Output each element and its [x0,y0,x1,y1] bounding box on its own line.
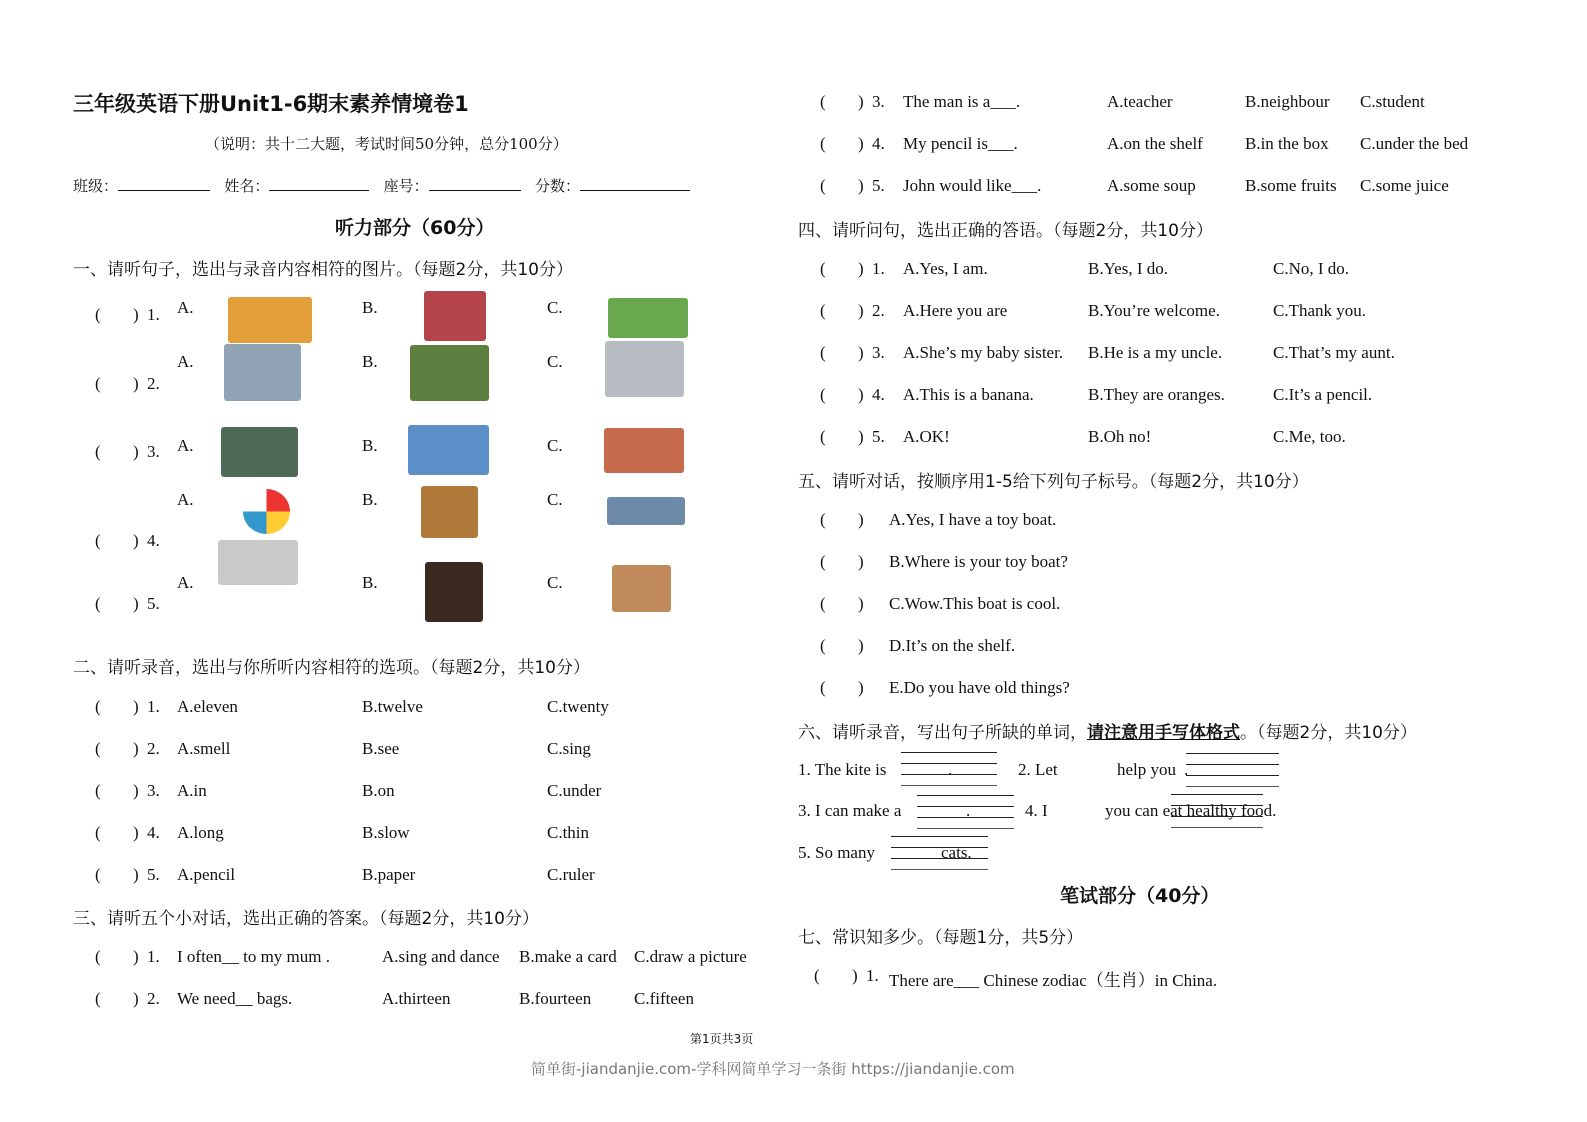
handwriting-line [901,785,997,786]
answer-bracket-close: ) [133,823,139,842]
rabbits-image[interactable] [612,565,671,612]
fill-q5b: cats. [941,843,972,862]
listening-part-heading: 听力部分（60分） [335,217,495,239]
answer-bracket-open[interactable]: ( [95,989,101,1008]
student-info-fields [73,175,690,196]
option-b[interactable]: B.twelve [362,697,423,716]
option-b[interactable]: B.make a card [519,947,617,966]
fill-q2: 2. Let [1018,760,1058,779]
option-c[interactable]: C.It’s a pencil. [1273,385,1373,404]
option-b[interactable]: B.in the box [1245,134,1329,153]
toy-boat-image[interactable] [607,497,685,525]
question-number: 4. [147,823,160,842]
handwriting-line[interactable] [891,858,988,859]
question-number: 4. [872,385,885,404]
fill-q5: 5. So many [798,843,875,862]
option-c[interactable]: C.sing [547,739,591,758]
handwriting-line[interactable] [917,817,1014,818]
sentence-item: E.Do you have old things? [889,678,1070,697]
answer-bracket-open[interactable]: ( [95,374,101,393]
option-c[interactable]: C.fifteen [634,989,694,1008]
answer-bracket-open[interactable]: ( [820,510,826,529]
sentence-item: D.It’s on the shelf. [889,636,1016,655]
class-field[interactable] [118,190,210,191]
answer-bracket-close: ) [133,781,139,800]
answer-bracket-open[interactable]: ( [95,739,101,758]
section-6-emphasis: 请注意用手写体格式 [1087,723,1240,743]
option-c[interactable]: C.student [1360,92,1425,111]
score-field[interactable] [580,190,690,191]
question-number: 1. [147,305,160,324]
handwriting-line [1171,805,1263,806]
option-label[interactable]: A. [177,298,194,317]
answer-bracket-open[interactable]: ( [814,966,820,985]
answer-bracket-close: ) [133,865,139,884]
question-text: We need__ bags. [177,989,293,1008]
answer-bracket-close: ) [858,92,864,111]
fill-q3-end: . [966,801,971,820]
handwriting-line [917,806,1014,807]
option-b[interactable]: B.He is a my uncle. [1088,343,1223,362]
question-number: 5. [147,594,160,613]
section-6-heading [798,718,1417,743]
option-c[interactable]: C.ruler [547,865,595,884]
answer-bracket-close: ) [858,176,864,195]
option-a[interactable]: A.eleven [177,697,238,716]
answer-bracket-close: ) [133,442,139,461]
option-label[interactable]: C. [547,490,563,509]
option-a[interactable]: A.thirteen [382,989,451,1008]
answer-bracket-close: ) [858,259,864,278]
great-wall-image[interactable] [221,427,298,477]
seat-label: 座号： [383,177,429,195]
option-c[interactable]: C.some juice [1360,176,1449,195]
handwriting-line [901,752,997,753]
answer-bracket-open[interactable]: ( [95,823,101,842]
fill-q4: 4. I [1025,801,1048,820]
option-label[interactable]: A. [177,436,194,455]
section-6-points: 。（每题2分，共10分） [1240,723,1417,743]
dog-image[interactable] [425,562,483,622]
answer-bracket-close: ) [858,134,864,153]
answer-bracket-open[interactable]: ( [820,259,826,278]
name-label: 姓名： [224,177,270,195]
answer-bracket-open[interactable]: ( [95,531,101,550]
option-label[interactable]: C. [547,352,563,371]
option-label[interactable]: A. [177,352,194,371]
sentence-item: B.Where is your toy boat? [889,552,1068,571]
question-number: 2. [147,374,160,393]
section-2-heading: 二、请听录音，选出与你所听内容相符的选项。（每题2分，共10分） [73,658,590,678]
question-text: The man is a___. [903,92,1021,111]
meat-image[interactable] [424,291,486,341]
answer-bracket-open[interactable]: ( [820,176,826,195]
girl-eating-apple-image[interactable] [605,341,684,397]
answer-bracket-open[interactable]: ( [95,594,101,613]
option-a[interactable]: A.sing and dance [382,947,500,966]
fill-q1-end: . [948,760,953,779]
answer-bracket-open[interactable]: ( [95,442,101,461]
answer-bracket-close: ) [133,305,139,324]
answer-bracket-close: ) [858,510,864,529]
handwriting-line [901,763,997,764]
answer-bracket-open[interactable]: ( [820,385,826,404]
handwriting-line [891,836,988,837]
answer-bracket-close: ) [858,301,864,320]
fill-q4b: you can eat healthy food. [1105,801,1277,820]
option-a[interactable]: A.smell [177,739,231,758]
question-text: My pencil is___. [903,134,1018,153]
handwriting-line [1171,794,1263,795]
answer-bracket-close: ) [858,552,864,571]
handwriting-line [917,795,1014,796]
answer-bracket-open[interactable]: ( [820,301,826,320]
answer-bracket-open[interactable]: ( [820,134,826,153]
question-number: 2. [872,301,885,320]
answer-bracket-open[interactable]: ( [820,427,826,446]
answer-bracket-close: ) [858,427,864,446]
exam-instructions: （说明：共十二大题，考试时间50分钟，总分100分） [205,135,568,153]
fill-q3: 3. I can make a [798,801,902,820]
answer-bracket-open[interactable]: ( [820,678,826,697]
option-label[interactable]: A. [177,490,194,509]
answer-bracket-close: ) [133,739,139,758]
question-number: 4. [147,531,160,550]
option-c[interactable]: C.That’s my aunt. [1273,343,1395,362]
fill-q2b: help you [1117,760,1177,779]
answer-bracket-open[interactable]: ( [820,552,826,571]
answer-bracket-open[interactable]: ( [95,697,101,716]
option-label[interactable]: B. [362,436,378,455]
writing-part-heading: 笔试部分（40分） [1060,885,1220,907]
question-number: 5. [872,427,885,446]
exam-title: 三年级英语下册Unit1-6期末素养情境卷1 [73,92,469,116]
seat-field[interactable] [429,190,521,191]
answer-bracket-open[interactable]: ( [820,92,826,111]
option-a[interactable]: A.OK! [903,427,950,446]
option-label[interactable]: C. [547,436,563,455]
class-label: 班级： [73,177,119,195]
option-b[interactable]: B.fourteen [519,989,592,1008]
option-c[interactable]: C.under the bed [1360,134,1469,153]
option-a[interactable]: A.long [177,823,224,842]
answer-bracket-close: ) [133,989,139,1008]
question-number: 2. [147,989,160,1008]
option-a[interactable]: A.She’s my baby sister. [903,343,1064,362]
answer-bracket-open[interactable]: ( [820,343,826,362]
section-4-heading: 四、请听问句，选出正确的答语。（每题2分，共10分） [798,221,1213,241]
score-label: 分数： [534,177,580,195]
answer-bracket-open[interactable]: ( [95,781,101,800]
answer-bracket-close: ) [852,966,858,985]
question-text: I often__ to my mum . [177,947,330,966]
question-text: John would like___. [903,176,1042,195]
fill-q1: 1. The kite is [798,760,887,779]
fill-q2-end: . [1184,760,1189,779]
answer-bracket-close: ) [133,531,139,550]
city-tower-image[interactable] [408,425,489,475]
question-text: There are___ Chinese zodiac（生肖）in China. [889,971,1218,990]
option-a[interactable]: A.Here you are [903,301,1008,320]
option-b[interactable]: B.paper [362,865,416,884]
answer-bracket-open[interactable]: ( [820,636,826,655]
handwriting-line [891,847,988,848]
section-7-heading: 七、常识知多少。（每题1分，共5分） [798,928,1084,948]
teddy-bear-image[interactable] [421,486,478,538]
option-label[interactable]: B. [362,352,378,371]
handwriting-line [917,828,1014,829]
answer-bracket-open[interactable]: ( [95,865,101,884]
option-a[interactable]: A.in [177,781,207,800]
sentence-item: C.Wow.This boat is cool. [889,594,1061,613]
answer-bracket-close: ) [133,947,139,966]
page-number: 第1页共3页 [690,1032,754,1046]
option-b[interactable]: B.Oh no! [1088,427,1152,446]
option-label[interactable]: A. [177,573,194,592]
answer-bracket-close: ) [133,374,139,393]
question-number: 3. [872,343,885,362]
section-1-heading: 一、请听句子，选出与录音内容相符的图片。（每题2分，共10分） [73,260,573,280]
option-a[interactable]: A.some soup [1107,176,1196,195]
option-b[interactable]: B.You’re welcome. [1088,301,1220,320]
answer-bracket-close: ) [858,385,864,404]
question-number: 1. [866,966,879,985]
handwriting-line[interactable] [901,774,997,775]
question-number: 5. [872,176,885,195]
answer-bracket-close: ) [858,343,864,362]
fruits-image[interactable] [228,297,312,343]
question-number: 3. [147,442,160,461]
beach-ball-image[interactable] [243,489,290,534]
option-a[interactable]: A.Yes, I am. [903,259,988,278]
option-c[interactable]: C.thin [547,823,590,842]
boy-magnifier-image[interactable] [224,344,301,401]
handwriting-line [1186,753,1279,754]
option-c[interactable]: C.draw a picture [634,947,747,966]
question-number: 4. [872,134,885,153]
option-b[interactable]: B.neighbour [1245,92,1330,111]
footer-watermark: 简单街-jiandanjie.com-学科网简单学习一条街 https://jiandanjie.com [531,1060,1015,1078]
answer-bracket-close: ) [858,594,864,613]
option-c[interactable]: C.twenty [547,697,609,716]
question-number: 1. [872,259,885,278]
girl-smelling-flowers-image[interactable] [410,345,489,401]
option-c[interactable]: C.Thank you. [1273,301,1367,320]
answer-bracket-open[interactable]: ( [95,947,101,966]
section-3-heading: 三、请听五个小对话，选出正确的答案。（每题2分，共10分） [73,909,539,929]
sentence-item: A.Yes, I have a toy boat. [889,510,1057,529]
question-number: 3. [147,781,160,800]
handwriting-line[interactable] [1186,775,1279,776]
option-a[interactable]: A.This is a banana. [903,385,1034,404]
answer-bracket-open[interactable]: ( [820,594,826,613]
handwriting-line [891,869,988,870]
option-b[interactable]: B.slow [362,823,410,842]
option-label[interactable]: B. [362,573,378,592]
option-a[interactable]: A.teacher [1107,92,1173,111]
answer-bracket-open[interactable]: ( [95,305,101,324]
option-c[interactable]: C.Me, too. [1273,427,1346,446]
handwriting-line[interactable] [1171,816,1263,817]
golden-gate-bridge-image[interactable] [604,428,684,473]
option-a[interactable]: A.on the shelf [1107,134,1203,153]
option-b[interactable]: B.see [362,739,400,758]
option-label[interactable]: B. [362,298,378,317]
option-b[interactable]: B.on [362,781,395,800]
answer-bracket-close: ) [133,697,139,716]
question-number: 1. [147,697,160,716]
cat-image[interactable] [218,540,298,585]
option-b[interactable]: B.They are oranges. [1088,385,1225,404]
option-a[interactable]: A.pencil [177,865,236,884]
question-number: 2. [147,739,160,758]
handwriting-line [1186,786,1279,787]
option-c[interactable]: C.under [547,781,602,800]
section-6-heading-text: 六、请听录音，写出句子所缺的单词， [798,723,1087,743]
section-5-heading: 五、请听对话，按顺序用1-5给下列句子标号。（每题2分，共10分） [798,472,1309,492]
name-field[interactable] [269,190,369,191]
option-label[interactable]: C. [547,573,563,592]
answer-bracket-close: ) [133,594,139,613]
option-label[interactable]: B. [362,490,378,509]
answer-bracket-close: ) [858,678,864,697]
option-label[interactable]: C. [547,298,563,317]
option-b[interactable]: B.some fruits [1245,176,1337,195]
answer-bracket-close: ) [858,636,864,655]
handwriting-line [1171,827,1263,828]
option-b[interactable]: B.Yes, I do. [1088,259,1168,278]
handwriting-line [1186,764,1279,765]
question-number: 5. [147,865,160,884]
option-c[interactable]: C.No, I do. [1273,259,1350,278]
vegetables-image[interactable] [608,298,688,338]
question-number: 3. [872,92,885,111]
question-number: 1. [147,947,160,966]
